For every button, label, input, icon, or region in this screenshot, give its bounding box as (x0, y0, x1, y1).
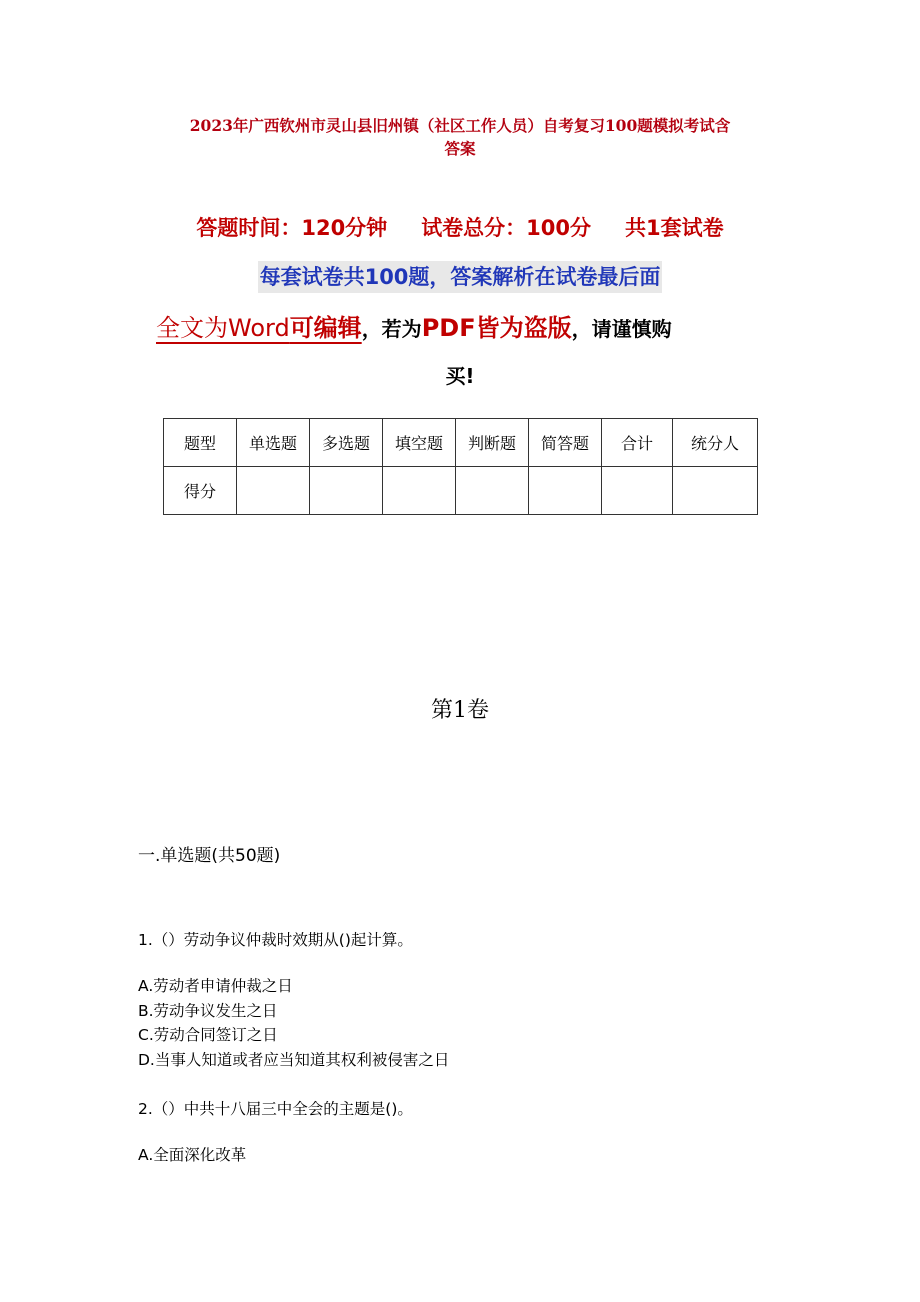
exam-sets: 共1套试卷 (625, 216, 724, 240)
option-d: D.当事人知道或者应当知道其权利被侵害之日 (138, 1050, 450, 1069)
option-c: C.劳动合同签订之日 (138, 1026, 278, 1044)
header-cell-single: 单选题 (237, 419, 310, 467)
document-title (120, 114, 800, 160)
warning-part-5: PDF (421, 314, 476, 342)
score-cell[interactable] (673, 467, 758, 515)
question-2-options (138, 1143, 246, 1168)
header-cell-total: 合计 (602, 419, 673, 467)
question-2-stem: 2.（）中共十八届三中全会的主题是()。 (138, 1100, 413, 1118)
score-cell[interactable] (602, 467, 673, 515)
score-row-label: 得分 (164, 467, 237, 515)
option-a: A.劳动者申请仲裁之日 (138, 977, 293, 995)
copyright-warning (156, 307, 776, 350)
option-a: A.全面深化改革 (138, 1146, 247, 1164)
score-cell[interactable] (529, 467, 602, 515)
exam-time: 答题时间：120分钟 (196, 216, 388, 240)
section-title: 一.单选题(共50题) (138, 846, 281, 866)
header-cell-multi: 多选题 (310, 419, 383, 467)
header-cell-scorer: 统分人 (673, 419, 758, 467)
header-cell-judge: 判断题 (456, 419, 529, 467)
notice-text: 每套试卷共100题，答案解析在试卷最后面 (258, 261, 663, 293)
header-cell-fill: 填空题 (383, 419, 456, 467)
exam-meta (0, 213, 920, 243)
warning-part-6: 皆为盗版 (475, 314, 572, 342)
question-1-stem: 1.（）劳动争议仲裁时效期从()起计算。 (138, 931, 413, 949)
score-table-header-row (164, 419, 758, 467)
exam-total-score: 试卷总分：100分 (421, 216, 592, 240)
warning-end: 买! (445, 364, 475, 388)
score-table-score-row (164, 467, 758, 515)
score-cell[interactable] (237, 467, 310, 515)
header-cell-type: 题型 (164, 419, 237, 467)
document-title-line-2: 答案 (444, 139, 476, 158)
score-cell[interactable] (456, 467, 529, 515)
notice-banner (0, 261, 920, 293)
warning-part-7: ，请谨慎购 (571, 317, 672, 341)
warning-part-4: ，若为 (361, 317, 422, 341)
header-cell-short: 简答题 (529, 419, 602, 467)
option-b: B.劳动争议发生之日 (138, 1001, 278, 1020)
score-cell[interactable] (383, 467, 456, 515)
warning-part-1: 全文为 (156, 314, 228, 342)
warning-part-2: Word (228, 314, 290, 342)
document-title-line-1: 2023年广西钦州市灵山县旧州镇（社区工作人员）自考复习100题模拟考试含 (189, 116, 731, 135)
score-cell[interactable] (310, 467, 383, 515)
warning-part-3: 可编辑 (289, 314, 362, 342)
question-1-options (138, 974, 449, 1072)
score-table (163, 418, 758, 515)
volume-title: 第1卷 (431, 698, 489, 723)
